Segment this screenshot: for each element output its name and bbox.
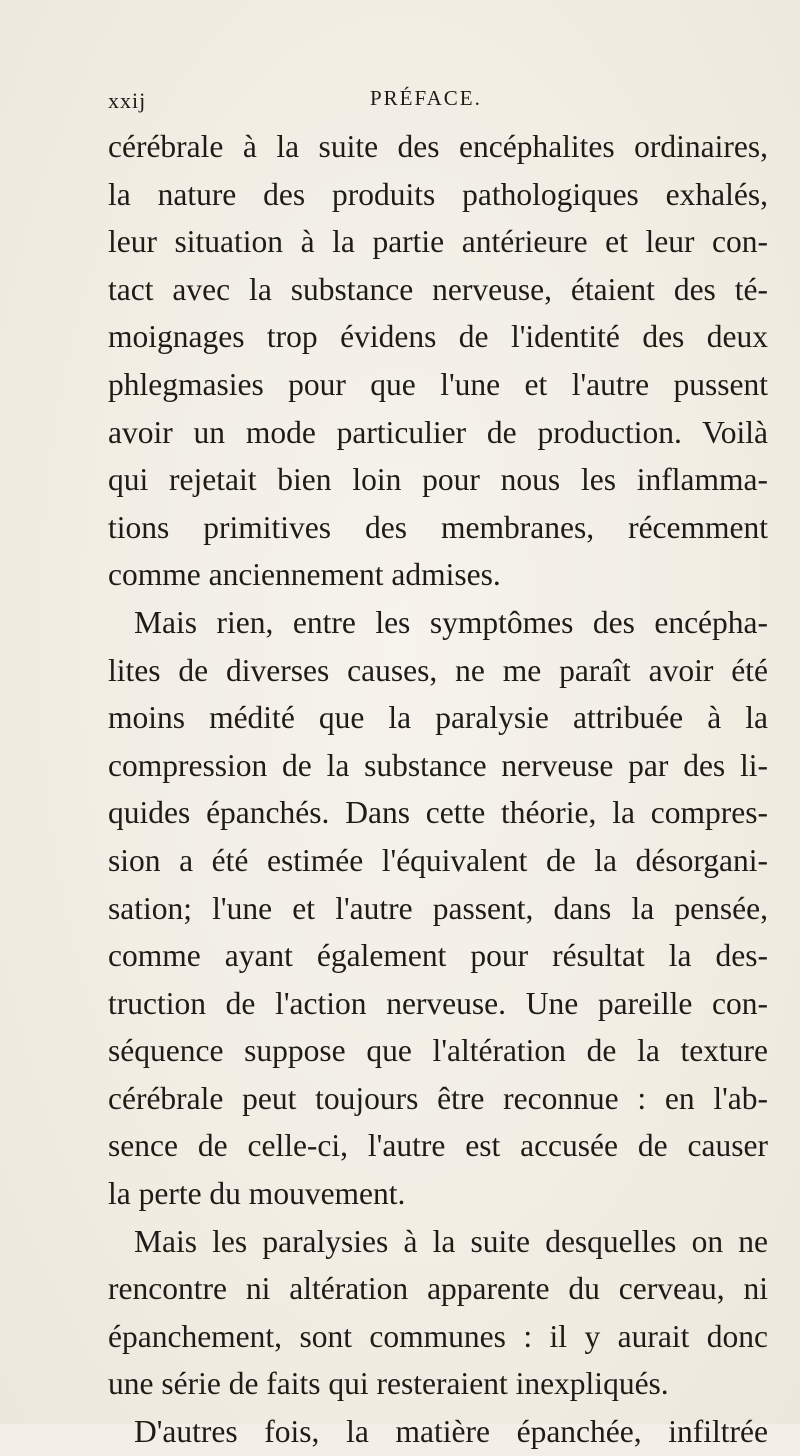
text-line: leur situation à la partie antérieure et leur con- [108, 224, 768, 260]
text-line: sence de celle-ci, l'autre est accusée de causer [108, 1128, 768, 1164]
text-line: sion a été estimée l'équivalent de la désorgani- [108, 842, 768, 878]
text-line: cérébrale peut toujours être reconnue : en l'ab- [108, 1080, 768, 1116]
text-line: la nature des produits pathologiques exhalés, [108, 176, 768, 212]
text-line: qui rejetait bien loin pour nous les inflamma- [108, 462, 768, 498]
text-line: phlegmasies pour que l'une et l'autre pussent [108, 366, 768, 402]
text-line: la perte du mouvement. [108, 1176, 406, 1212]
text-line: séquence suppose que l'altération de la texture [108, 1033, 768, 1069]
text-line: tact avec la substance nerveuse, étaient des té- [108, 271, 768, 307]
text-line: épanchement, sont communes : il y aurait donc [108, 1318, 768, 1354]
text-line: moignages trop évidens de l'identité des deux [108, 319, 768, 355]
text-line: rencontre ni altération apparente du cerveau, ni [108, 1271, 768, 1307]
running-title: PRÉFACE. [370, 86, 482, 110]
text-line: une série de faits qui resteraient inexpliqués. [108, 1366, 669, 1402]
text-line: avoir un mode particulier de production. Voilà [108, 414, 768, 450]
text-line: compression de la substance nerveuse par des li- [108, 747, 768, 783]
text-line: lites de diverses causes, ne me paraît avoir été [108, 652, 768, 688]
text-line: truction de l'action nerveuse. Une pareille con- [108, 985, 768, 1021]
text-line: comme anciennement admises. [108, 557, 501, 593]
running-head [108, 84, 748, 120]
text-line: D'autres fois, la matière épanchée, infiltrée [134, 1414, 768, 1450]
text-line: Mais rien, entre les symptômes des encépha- [134, 604, 768, 640]
text-line: comme ayant également pour résultat la des- [108, 938, 768, 974]
page-number: xxij [108, 88, 147, 113]
text-line: tions primitives des membranes, récemment [108, 509, 768, 545]
text-line: sation; l'une et l'autre passent, dans la pensée, [108, 890, 768, 926]
text-line: quides épanchés. Dans cette théorie, la compres- [108, 795, 768, 831]
text-line: moins médité que la paralysie attribuée à la [108, 700, 768, 736]
body-text [108, 123, 768, 1456]
text-line: Mais les paralysies à la suite desquelles on ne [134, 1223, 768, 1259]
text-line: cérébrale à la suite des encéphalites ordinaires, [108, 129, 768, 164]
